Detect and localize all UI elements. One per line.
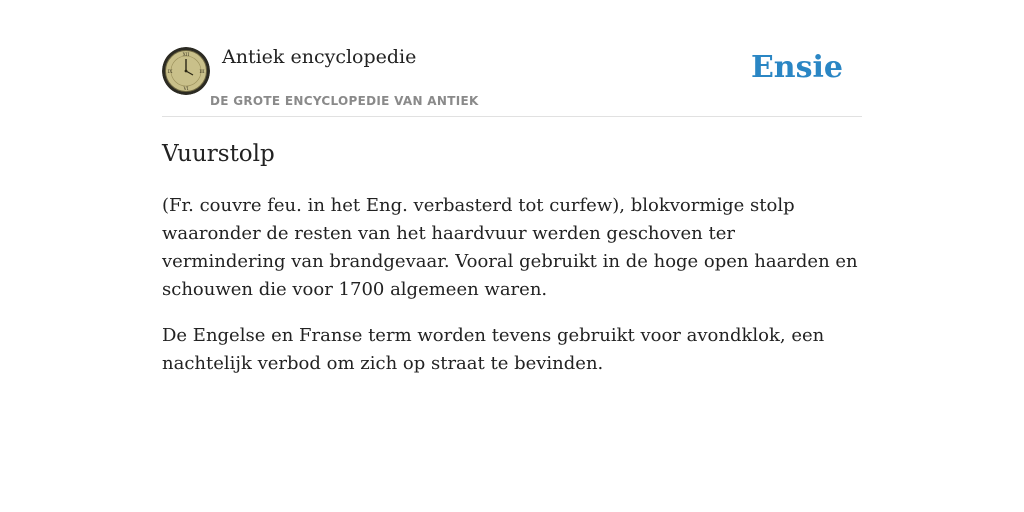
article-paragraph: (Fr. couvre feu. in het Eng. verbasterd tot curfew), blokvormige stolp waaronder de resten van het haardvuur werden geschoven ter vermindering van brandgevaar. Vooral gebruikt in de hoge open haarden en schouwen die voor 1700 algemeen waren.	[162, 195, 858, 300]
brand-logo-link[interactable]: Ensie	[750, 50, 843, 85]
svg-text:III: III	[199, 70, 205, 75]
svg-text:IX: IX	[167, 70, 173, 75]
site-header	[162, 44, 862, 117]
svg-text:XII: XII	[182, 53, 190, 58]
site-subtitle: DE GROTE ENCYCLOPEDIE VAN ANTIEK	[210, 94, 479, 108]
site-title[interactable]: Antiek encyclopedie	[222, 46, 417, 68]
article-paragraph: De Engelse en Franse term worden tevens gebruikt voor avondklok, een nachtelijk verbod om zich op straat te bevinden.	[162, 325, 825, 374]
clock-icon[interactable]	[162, 47, 210, 95]
article	[162, 138, 862, 378]
svg-text:VI: VI	[183, 87, 189, 92]
article-title: Vuurstolp	[162, 141, 275, 167]
